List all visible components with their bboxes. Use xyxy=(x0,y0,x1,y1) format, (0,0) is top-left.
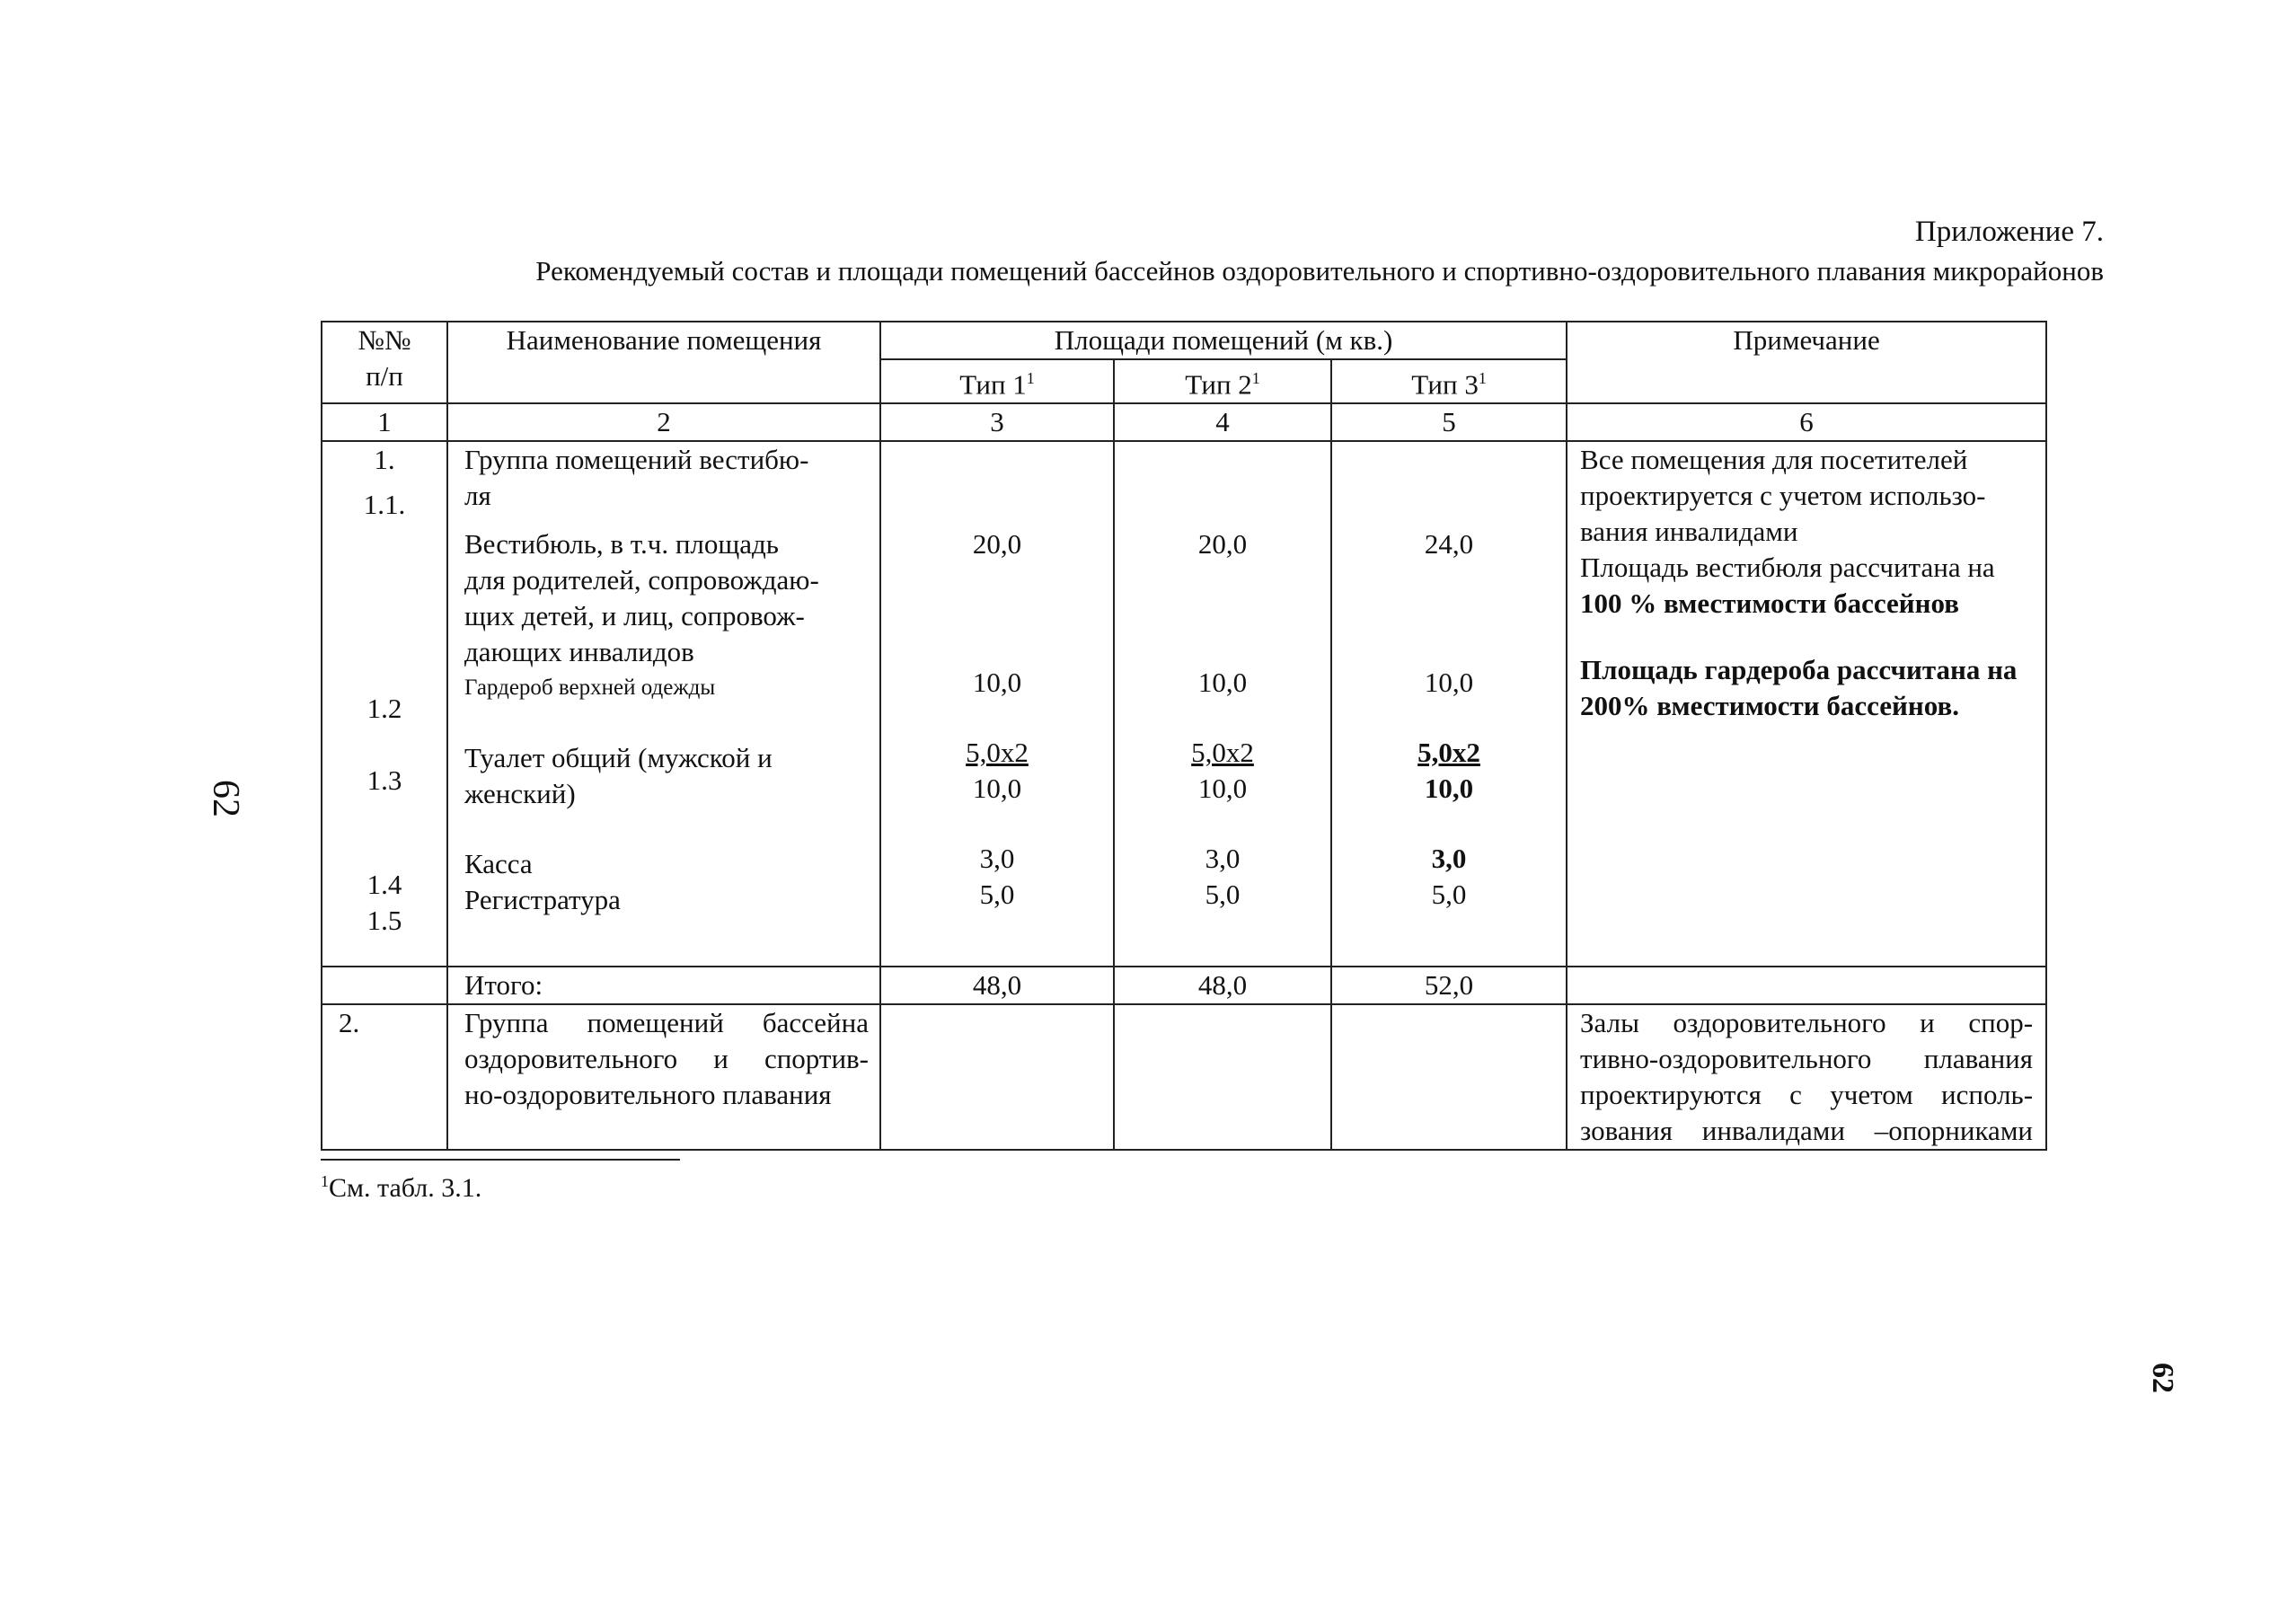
group-1-room-names: Группа помещений вестибю- ля Вестибюль, в т.ч. площадь для родителей, сопровождаю- щих детей, и лиц, сопровож- дающих инвалидов Гардероб верхней одежды Туалет общий (мужской и женский) Касса Регистратура xyxy=(447,441,880,967)
footnote xyxy=(321,1172,481,1204)
page-number-left: 62 xyxy=(205,780,246,817)
footnote-mark: 1 xyxy=(321,1172,329,1190)
total-type-3: 52,0 xyxy=(1331,967,1567,1004)
total-note-cell xyxy=(1567,967,2046,1004)
total-row xyxy=(322,967,2046,1004)
total-number-cell xyxy=(322,967,447,1004)
group-2-type-2 xyxy=(1114,1004,1331,1150)
group-2-room-name: Группа помещений бассейна оздоровительного и спортив- но-оздоровительного плавания xyxy=(447,1004,880,1150)
header-type-1: Тип $1^1$ xyxy=(880,359,1114,403)
group-1-numbers: 1. 1.1. 1.2 1.3 1.4 1.5 xyxy=(322,441,447,967)
table-header-row xyxy=(322,322,2046,359)
rooms-table xyxy=(321,321,2047,1151)
column-number-row xyxy=(322,403,2046,441)
group-2-row xyxy=(322,1004,2046,1150)
column-number: 3 xyxy=(880,403,1114,441)
column-number: 2 xyxy=(447,403,880,441)
footnote-divider xyxy=(321,1159,680,1161)
group-1-note: Все помещения для посетителей проектируется с учетом использо- вания инвалидами Площадь вестибюля рассчитана на 100 % вместимости бассейнов Площадь гардероба рассчитана на 200% вместимости бассейнов. xyxy=(1567,441,2046,967)
header-number: №№ п/п xyxy=(322,322,447,403)
page-number-right: 62 xyxy=(2146,1363,2179,1393)
footnote-text: См. табл. 3.1. xyxy=(329,1173,482,1203)
total-type-2: 48,0 xyxy=(1114,967,1331,1004)
column-number: 5 xyxy=(1331,403,1567,441)
header-type-2: Тип $2^1$ xyxy=(1114,359,1331,403)
group-2-type-1 xyxy=(880,1004,1114,1150)
header-type-3: Тип $3^1$ xyxy=(1331,359,1567,403)
appendix-label: Приложение 7. xyxy=(1914,216,2104,248)
column-number: 1 xyxy=(322,403,447,441)
header-room-name: Наименование помещения xyxy=(447,322,880,403)
group-1-type-2-values: 20,0 10,0 5,0х2 10,0 3,0 5,0 xyxy=(1114,441,1331,967)
group-2-type-3 xyxy=(1331,1004,1567,1150)
total-label: Итого: xyxy=(447,967,880,1004)
group-1-type-1-values: 20,0 10,0 5,0х2 10,0 3,0 5,0 xyxy=(880,441,1114,967)
group-2-note: Залы оздоровительного и спор- тивно-оздоровительного плавания проектируются с учетом исполь- зования инвалидами –опорниками xyxy=(1567,1004,2046,1150)
group-1-row xyxy=(322,441,2046,967)
group-1-type-3-values: 24,0 10,0 5,0х2 10,0 3,0 5,0 xyxy=(1331,441,1567,967)
document-title: Рекомендуемый состав и площади помещений бассейнов оздоровительного и спортивно-оздоровительного плавания микрорайонов xyxy=(535,255,2104,287)
total-type-1: 48,0 xyxy=(880,967,1114,1004)
header-area-group: Площади помещений (м кв.) xyxy=(880,322,1567,359)
column-number: 4 xyxy=(1114,403,1331,441)
header-note: Примечание xyxy=(1567,322,2046,403)
group-2-number: 2. xyxy=(322,1004,447,1150)
column-number: 6 xyxy=(1567,403,2046,441)
